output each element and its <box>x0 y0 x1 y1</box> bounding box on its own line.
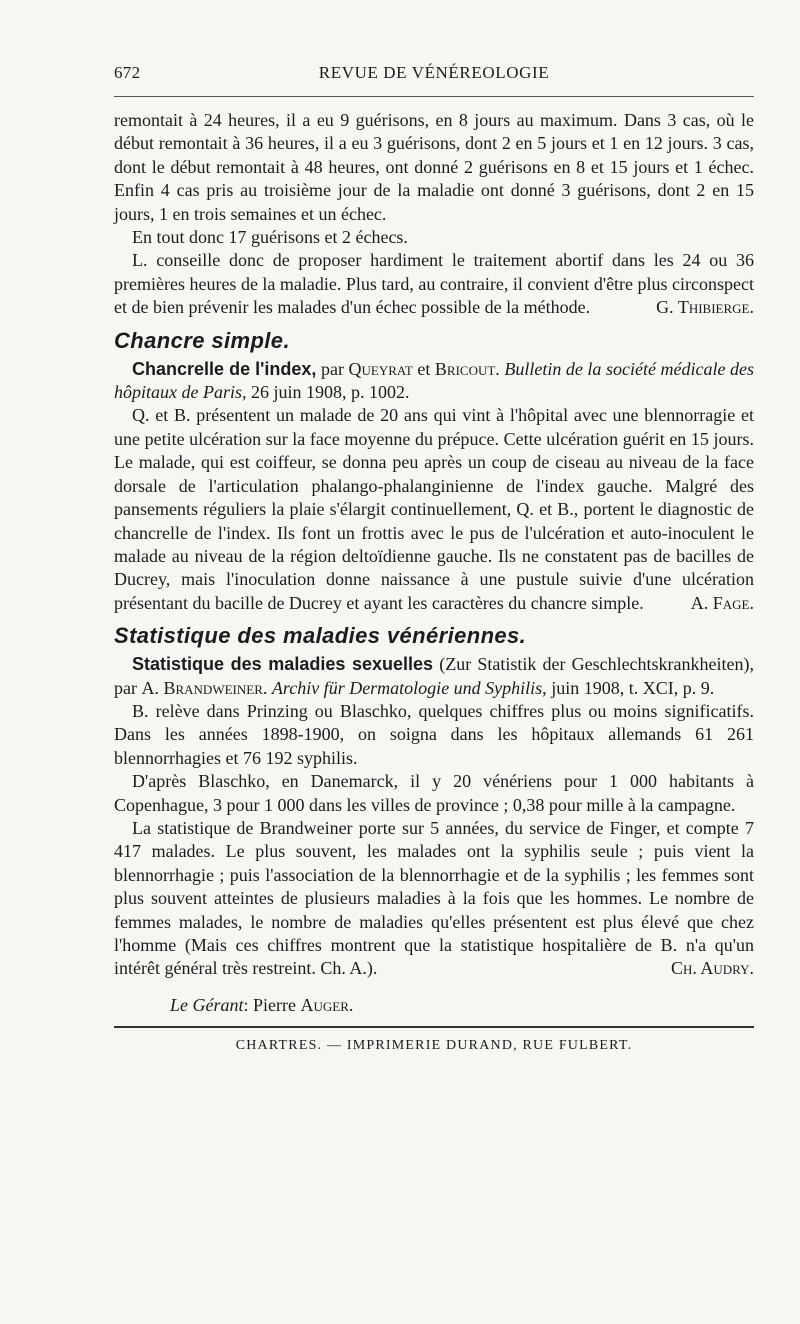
footer-rule <box>114 1026 754 1028</box>
section-heading: Statistique des maladies vénériennes. <box>114 623 527 649</box>
paragraph <box>114 404 754 615</box>
running-header <box>114 60 754 90</box>
byline-par: par <box>320 358 344 379</box>
signature: A. Fage. <box>690 592 754 613</box>
journal-name: Bulletin de la société médicale des hôpitaux de Paris, <box>114 358 754 403</box>
paragraph: En tout donc 17 guérisons et 2 échecs. <box>132 227 408 248</box>
header-rule <box>114 96 754 97</box>
page-number: 672 <box>114 63 141 82</box>
running-title: REVUE DE VÉNÉREOLOGIE <box>318 63 550 82</box>
gerant-last-name: Auger. <box>300 994 354 1015</box>
gerant-colon: : <box>243 994 249 1015</box>
section-heading: Chancre simple. <box>114 327 290 353</box>
paragraph: B. relève dans Prinzing ou Blaschko, quelques chiffres plus ou moins significatifs. Dans les années 1898-1900, on soigna dans les hôpitaux allemands 61 261 blennorrhagies et 76 192 syphilis. <box>114 700 754 768</box>
paragraph-text: L. conseille donc de proposer hardiment le traitement abortif dans les 24 ou 36 premières heures de la maladie. Plus tard, au contraire, il convient d'être plus circonspect et de bien prévenir les malades d'un échec possible de la méthode. <box>114 250 755 318</box>
author: Bricout. <box>434 358 500 379</box>
journal-name: Archiv für Dermatologie und Syphilis, <box>271 677 547 698</box>
article-title: Statistique des maladies sexuelles <box>132 654 434 675</box>
page <box>114 60 754 1054</box>
original-title: (Zur Statistik der Geschlechtskrankheiten), par <box>114 654 755 698</box>
author: A. Brandweiner. <box>141 677 268 698</box>
gerant-label: Le Gérant <box>170 994 244 1015</box>
printer-imprint: CHARTRES. — IMPRIMERIE DURAND, RUE FULBERT. <box>235 1037 633 1053</box>
paragraph: remontait à 24 heures, il a eu 9 guérisons, en 8 jours au maximum. Dans 3 cas, où le début remontait à 36 heures, il a eu 3 guérisons, dont 2 en 5 jours et 1 en 12 jours. 3 cas, dont le début remontait à 48 heures, ont donné 2 guérisons en 8 et 15 jours et 1 échec. Enfin 4 cas pris au troisième jour de la maladie ont donné 3 guérisons, dont 2 en 15 jours, 1 en trois semaines et un échec. <box>114 110 754 224</box>
signature: Ch. Audry. <box>670 958 754 979</box>
publication-date: 26 juin 1908, p. 1002. <box>251 382 410 403</box>
paragraph-text: Q. et B. présentent un malade de 20 ans qui vint à l'hôpital avec une blennorragie et une petite ulcération sur la face moyenne du prépuce. Cette ulcération guérit en 15 jours. Le malade, qui est coiffeur, se donna peu après un coup de ciseau au niveau de la face dorsale de l'articulation phalango-phalanginienne de l'index gauche. Malgré des pansements réguliers la plaie s'élargit continuellement, Q. et B., portent le diagnostic de chancrelle de l'index. Ils font un frottis avec le pus de l'ulcération et auto-inoculent le malade au niveau de la région deltoïdienne gauche. Ils ne constatent pas de bacilles de Ducrey, mais l'inoculation donne naissance à une pustule suivie d'une ulcération présentant du bacille de Ducrey et ayant les caractères du chancre simple. <box>114 405 754 613</box>
paragraph-text: La statistique de Brandweiner porte sur 5 années, du service de Finger, et compte 7 417 malades. Le plus souvent, les malades ont la syphilis seule ; puis vient la blennorrhagie ; puis l'association de la blennorrhagie et de la syphilis ; les femmes sont plus souvent atteintes de plusieurs maladies à la fois que les hommes. Le nombre de femmes malades, le nombre de maladies qu'elles présentent est plus élevé que chez l'homme (Mais ces chiffres montrent que la statistique hospitalière de B. n'a qu'un intérêt général très restreint. Ch. A.). <box>114 817 754 979</box>
byline-et: et <box>417 358 431 379</box>
gerant-first-name: Pierre <box>253 994 296 1015</box>
signature: G. Thibierge. <box>656 297 754 318</box>
author: Queyrat <box>348 358 413 379</box>
article-reference <box>114 653 754 700</box>
gerant-line <box>114 995 754 1016</box>
paragraph <box>114 817 754 981</box>
article-reference <box>114 358 754 405</box>
paragraph: D'après Blaschko, en Danemarck, il y 20 vénériens pour 1 000 habitants à Copenhague, 3 pour 1 000 dans les villes de province ; 0,38 pour mille à la campagne. <box>114 771 754 815</box>
publication-date: juin 1908, t. XCI, p. 9. <box>551 677 715 698</box>
paragraph <box>114 249 754 319</box>
article-title: Chancrelle de l'index, <box>132 358 317 379</box>
